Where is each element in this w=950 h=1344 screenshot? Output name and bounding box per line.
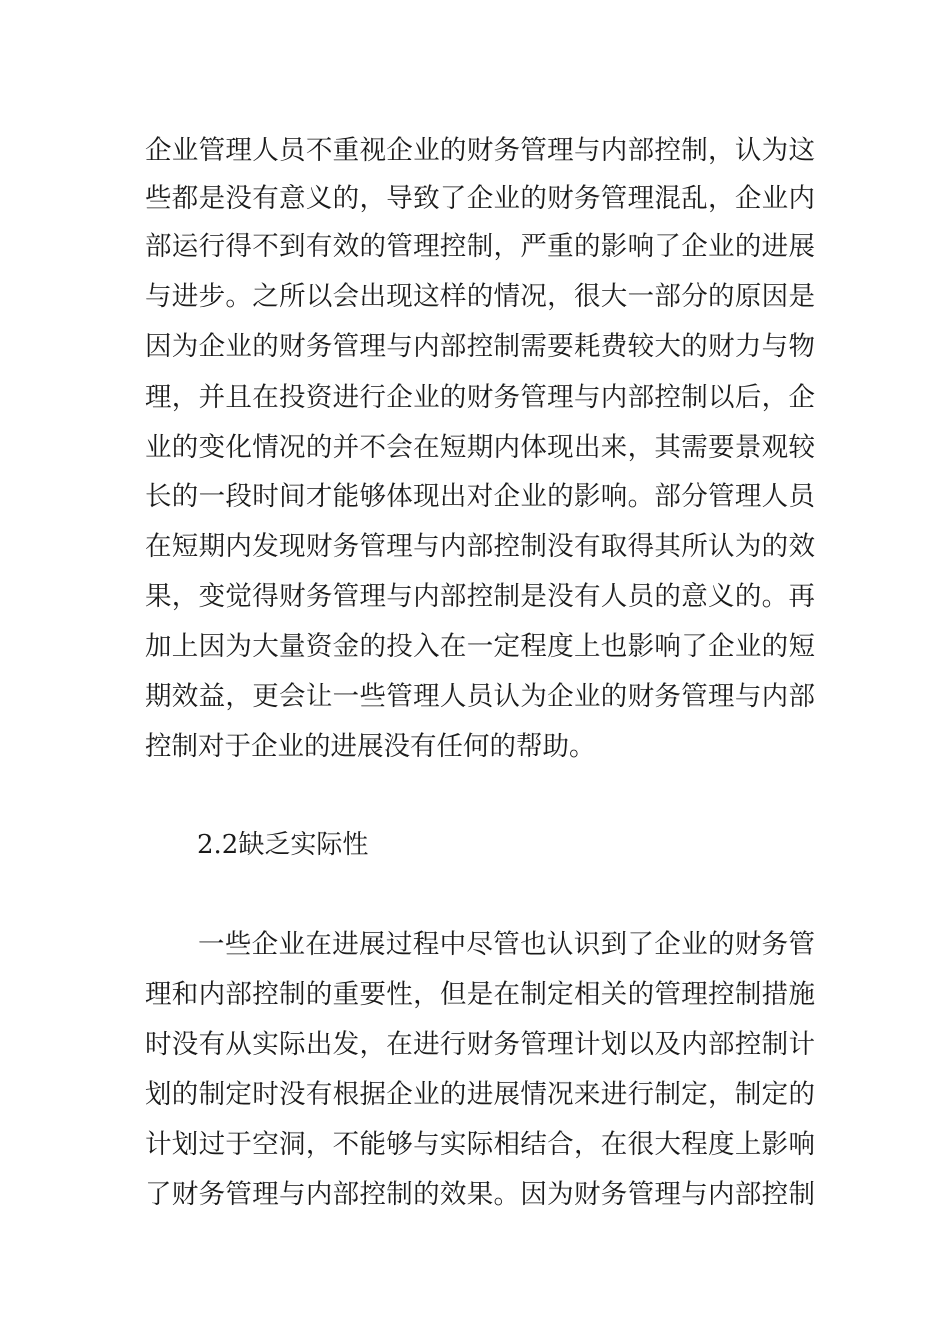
paragraph-line: 果，变觉得财务管理与内部控制是没有人员的意义的。再 [145,581,815,612]
paragraph-line: 企业管理人员不重视企业的财务管理与内部控制，认为这 [145,135,815,166]
paragraph-line: 因为企业的财务管理与内部控制需要耗费较大的财力与物 [145,331,815,362]
paragraph-line: 理，并且在投资进行企业的财务管理与内部控制以后，企 [145,382,815,413]
paragraph-line: 长的一段时间才能够体现出对企业的影响。部分管理人员 [145,481,815,512]
paragraph-line: 部运行得不到有效的管理控制，严重的影响了企业的进展 [145,231,815,262]
paragraph-line: 划的制定时没有根据企业的进展情况来进行制定，制定的 [145,1079,815,1110]
paragraph-line: 业的变化情况的并不会在短期内体现出来，其需要景观较 [145,432,815,463]
paragraph-line: 些都是没有意义的，导致了企业的财务管理混乱，企业内 [145,183,815,214]
section-heading: 2.2缺乏实际性 [197,830,369,860]
paragraph-line: 在短期内发现财务管理与内部控制没有取得其所认为的效 [145,531,815,562]
paragraph-line: 控制对于企业的进展没有任何的帮助。 [145,731,596,762]
paragraph-line: 理和内部控制的重要性，但是在制定相关的管理控制措施 [145,979,815,1010]
paragraph-line: 计划过于空洞，不能够与实际相结合，在很大程度上影响 [145,1129,815,1160]
paragraph-line: 期效益，更会让一些管理人员认为企业的财务管理与内部 [145,681,815,712]
paragraph-line: 加上因为大量资金的投入在一定程度上也影响了企业的短 [145,631,815,662]
paragraph-line: 了财务管理与内部控制的效果。因为财务管理与内部控制 [145,1179,815,1210]
paragraph-line: 时没有从实际出发，在进行财务管理计划以及内部控制计 [145,1029,815,1060]
paragraph-line: 与进步。之所以会出现这样的情况，很大一部分的原因是 [145,281,815,312]
paragraph-line: 一些企业在进展过程中尽管也认识到了企业的财务管 [198,929,815,960]
